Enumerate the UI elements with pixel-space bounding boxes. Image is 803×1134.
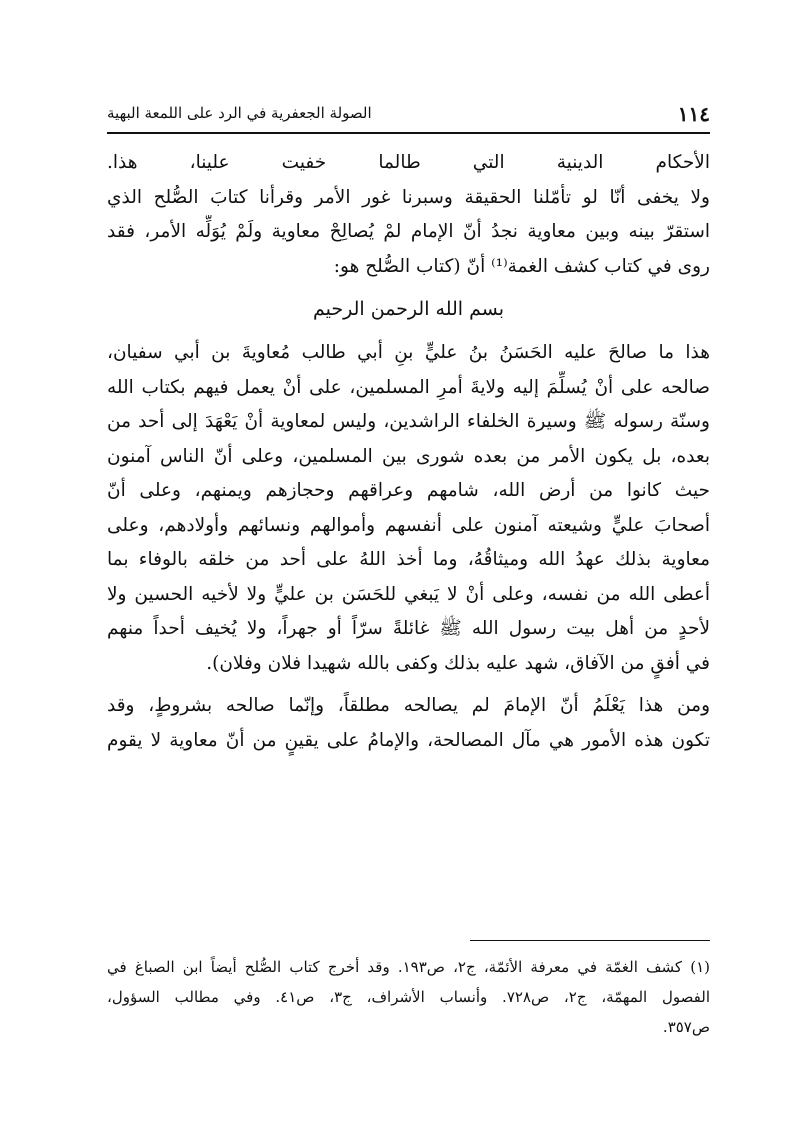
page-header [107, 98, 710, 134]
text-line: ولا يخفى أنّا لو تأمّلنا الحقيقة وسبرنا غور الأمر وقرأنا كتابَ الصُّلح الذي [107, 186, 710, 208]
basmala: بسم الله الرحمن الرحيم [313, 298, 504, 320]
page-number: ١١٤ [677, 102, 710, 126]
footnote-separator [470, 940, 710, 941]
treaty-line: هذا ما صالحَ عليه الحَسَنُ بنُ عليٍّ بنِ أبي طالب مُعاويةَ بن أبي سفيان، [107, 342, 710, 363]
treaty-line: في أفقٍ من الآفاق، شهد عليه بذلك وكفى بالله شهيدا فلان وفلان). [206, 652, 710, 674]
treaty-line: معاوية بذلك عهدُ الله وميثاقُهُ، وما أخذ اللهُ على أحد من خلقه بالوفاء بما [107, 549, 710, 570]
main-text [107, 146, 710, 890]
text-line: تكون هذه الأمور هي مآل المصالحة، والإمامُ على يقينٍ من أنّ معاوية لا يقوم [107, 729, 710, 751]
text-line: روى في كتاب كشف الغمة⁽¹⁾ أنّ (كتاب الصُّلح هو: [333, 255, 710, 277]
text-line: استقرّ بينه وبين معاوية نجدُ أنّ الإمام لمْ يُصالِحْ معاوية ولَمْ يُوَلِّه الأمر، فقد [107, 221, 710, 242]
treaty-line: أعطى الله من نفسه، وعلى أنْ لا يَبغي للحَسَن بن عليٍّ ولا لأخيه الحسين ولا [107, 583, 710, 605]
treaty-line: لأحدٍ من أهل بيت رسول الله ﷺ غائلةً سرّاً أو جهراً، ولا يُخيف أحداً منهم [107, 618, 710, 639]
treaty-line: حيث كانوا من أرض الله، شامهم وعراقهم وحجازهم ويمنهم، وعلى أنّ [107, 480, 710, 501]
treaty-line: أصحابَ عليٍّ وشيعته آمنون على أنفسهم وأموالهم ونسائهم وأولادهم، وعلى [107, 514, 710, 536]
treaty-line: صالحه على أنْ يُسلِّمَ إليه ولايةَ أمرِ المسلمين، على أنْ يعمل فيهم بكتاب الله [107, 376, 710, 398]
text-line: ومن هذا يَعْلَمُ أنّ الإمامَ لم يصالحه مطلقاً، وإنّما صالحه بشروطٍ، وقد [107, 695, 710, 716]
footnotes [107, 952, 710, 1042]
footnote-line: (١) كشف الغمّة في معرفة الأئمّة، ج٢، ص١٩٣. وقد أخرج كتاب الصُّلح أيضاً ابن الصباغ في [107, 958, 710, 976]
footnote-line: الفصول المهمّة، ج٢، ص٧٢٨. وأنساب الأشراف، ج٣، ص٤١. وفي مطالب السؤول، [107, 988, 710, 1006]
treaty-line: وسنّة رسوله ﷺ وسيرة الخلفاء الراشدين، وليس لمعاوية أنْ يَعْهَدَ إلى أحد من [107, 411, 710, 432]
text-line: الأحكام الدينية التي طالما خفيت علينا، هذا. [107, 152, 710, 173]
running-title: الصولة الجعفرية في الرد على اللمعة البهية [107, 104, 372, 122]
treaty-line: بعده، بل يكون الأمر من بعده شورى بين المسلمين، وعلى أنّ الناس آمنون [107, 445, 710, 467]
footnote-line: ص٣٥٧. [662, 1018, 710, 1036]
